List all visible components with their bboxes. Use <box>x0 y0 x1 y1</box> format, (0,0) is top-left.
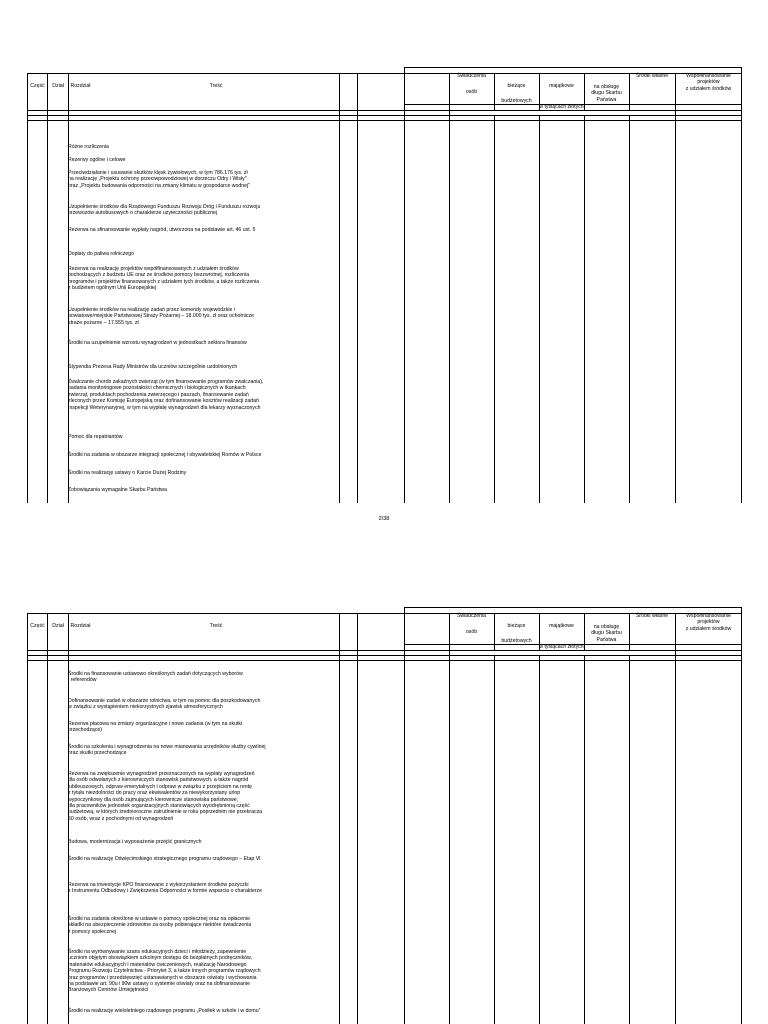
units-label: w tysiącach złotych <box>539 644 584 650</box>
col-czesc: Część <box>30 83 45 89</box>
table-row: Środki na realizację wieloletniego rządowego programu „Posiłek w szkole i w domu” <box>68 1008 261 1014</box>
page-number: 2/38 <box>378 516 390 522</box>
col-budzetowych: budżetowych <box>501 638 532 644</box>
col-swiadczenia: Świadczenia <box>456 613 487 619</box>
table-row: Środki na realizację Oświęcimskiego strategicznego programu rządowego – Etap VI <box>68 856 261 862</box>
col-czesc: Część <box>30 623 45 629</box>
table-row: Rezerwa na zwiększenie wynagrodzeń przeznaczonych na wypłaty wynagrodzeń dla osób odwołanych z kierowniczych stanowisk państwowych, a także nagród jubileuszowych, odpraw emerytalnych i odpraw w związku z przejściem na rentę z tytułu niezdolności do pracy oraz ekwiwalentów za niewykorzystany urlop wypoczynkowy dla osób zajmujących kierownicze stanowiska państwowe, dla pracowników jednostek organizacyjnych stanowiących wyodrębnioną część budżetową, w których średnioroczne zatrudnienie w roku poprzednim nie przekracza 50 osób, wraz z pochodnymi od wynagrodzeń <box>68 771 263 822</box>
table-row: Środki na zadania w obszarze integracji społecznej i obywatelskiej Romów w Polsce <box>68 452 262 458</box>
col-majatkowe: majątkowe <box>549 623 574 629</box>
table-row: Uzupełnienie środków dla Rządowego Funduszu Rozwoju Dróg i Funduszu rozwoju przewozów autobusowych o charakterze użyteczności publicznej <box>68 204 261 217</box>
col-biezace: bieżące <box>507 623 526 629</box>
table-row: Środki na finansowanie ustawowo określonych zadań dotyczących wyborów i referendów <box>68 671 243 684</box>
table-row: Środki na wyrównywanie szans edukacyjnych dzieci i młodzieży, zapewnienie uczniom objętym obowiązkiem szkolnym dostępu do bezpłatnych podręczników, materiałów edukacyjnych i materiałów ćwiczeniowych, realizację Narodowego Programu Rozwoju Czytelnictwa - Priorytet 3, a także innych programów rządowych oraz programów i przedsięwzięć ustanawianych w obszarze oświaty i wychowania na podstawie art. 90u i 90w ustawy o systemie oświaty oraz na dofinansowanie Branżowych Centrów Umiejętności <box>68 949 261 994</box>
col-biezace: bieżące <box>507 83 526 89</box>
document-page-2 <box>0 536 768 1024</box>
table-row: Środki na zadania określone w ustawie o pomocy społecznej oraz na opłacenie składki na ubezpieczenie zdrowotne za osoby pobierające niektóre świadczenia z pomocy społecznej <box>68 916 252 935</box>
table-row: Budowa, modernizacja i wyposażenie przejść granicznych <box>68 839 202 845</box>
table-row: Różne rozliczenia <box>68 144 109 150</box>
col-wspolfinansowanie: Współfinansowanie projektów z udziałem środków <box>685 613 732 632</box>
table-row: Przeciwdziałanie i usuwanie skutków klęsk żywiołowych, w tym 786.176 tys. zł na realizację „Projektu ochrony przeciwpowodziowej w dorzeczu Odry i Wisły” oraz „Projektu budowania odporności na zmiany klimatu w gospodarce wodnej” <box>68 170 250 189</box>
col-dzial: Dział <box>52 83 64 89</box>
col-obsluga-dlugu: na obsługę długu Skarbu Państwa <box>591 84 622 103</box>
table-row: Rezerwa na realizację projektów współfinansowanych z udziałem środków pochodzących z budżetu UE oraz ze środków pomocy bezzwrotnej, rozliczenia programów i projektów finansowanych z udziałem tych środków, a także rozliczenia z budżetem ogólnym Unii Europejskiej <box>68 266 260 292</box>
table-row: Rezerwy ogólne i celowe <box>68 157 126 163</box>
table-row: Dopłaty do paliwa rolniczego <box>68 251 135 257</box>
col-tresc: Treść <box>209 83 223 89</box>
col-dzial: Dział <box>52 623 64 629</box>
col-wspolfinansowanie: Współfinansowanie projektów z udziałem środków <box>685 73 732 92</box>
table-row: Stypendia Prezesa Rady Ministrów dla uczniów szczególnie uzdolnionych <box>68 364 238 370</box>
table-row: Pomoc dla repatriantów <box>68 434 123 440</box>
table-row: Dofinansowanie zadań w obszarze rolnictwa, w tym na pomoc dla poszkodowanych w związku z wystąpieniem niekorzystnych zjawisk atmosferycznych <box>68 698 261 711</box>
table-row: Środki na uzupełnienie wzrostu wynagrodzeń w jednostkach sektora finansów <box>68 340 247 346</box>
table-row: Zwalczanie chorób zakaźnych zwierząt (w tym finansowanie programów zwalczania), badania monitoringowe pozostałości chemicznych i biologicznych w tkankach zwierząt, produktach pochodzenia zwierzęcego i paszach, finansowanie zadań zleconych przez Komisję Europejską oraz dofinansowanie kosztów realizacji zadań Inspekcji Weterynaryjnej, w tym na wypłatę wynagrodzeń dla lekarzy wyznaczonych <box>68 379 264 411</box>
table-row: Uzupełnienie środków na realizację zadań przez komendy wojewódzkie i powiatowe/miejskie Państwowej Straży Pożarnej – 18.000 tys. zł oraz ochotnicze straże pożarne – 17.555 tys. zł <box>68 307 254 326</box>
col-obsluga-dlugu: na obsługę długu Skarbu Państwa <box>591 624 622 643</box>
table-row: Zobowiązania wymagalne Skarbu Państwa <box>68 487 167 493</box>
col-rozdzial: Rozdział <box>70 83 91 89</box>
table-row: Rezerwa na sfinansowanie wypłaty nagród, utworzona na podstawie art. 46 ust. 5 <box>68 227 256 233</box>
col-majatkowe: majątkowe <box>549 83 574 89</box>
table-row: Rezerwa na inwestycje KPO finansowane z wykorzystaniem środków pożyczki z Instrumentu Odbudowy i Zwiększenia Odporności w formie wsparcia o charakterze <box>68 882 263 895</box>
table-row: Środki na realizację ustawy o Karcie Dużej Rodziny <box>68 470 187 476</box>
col-rozdzial: Rozdział <box>70 623 91 629</box>
col-budzetowych: budżetowych <box>501 98 532 104</box>
table-row: Środki na szkolenia i wynagrodzenia na nowe mianowania urzędników służby cywilnej oraz skutki przechodzące <box>68 744 266 757</box>
col-srodki-wlasne: Środki własne <box>635 73 669 79</box>
units-label: w tysiącach złotych <box>539 104 584 110</box>
col-swiadczenia: Świadczenia <box>456 73 487 79</box>
col-srodki-wlasne: Środki własne <box>635 613 669 619</box>
col-tresc: Treść <box>209 623 223 629</box>
col-osob: osób <box>465 629 478 635</box>
table-row: Rezerwa płacowa na zmiany organizacyjne i nowe zadania (w tym na skutki przechodzące) <box>68 721 243 734</box>
col-osob: osób <box>465 89 478 95</box>
